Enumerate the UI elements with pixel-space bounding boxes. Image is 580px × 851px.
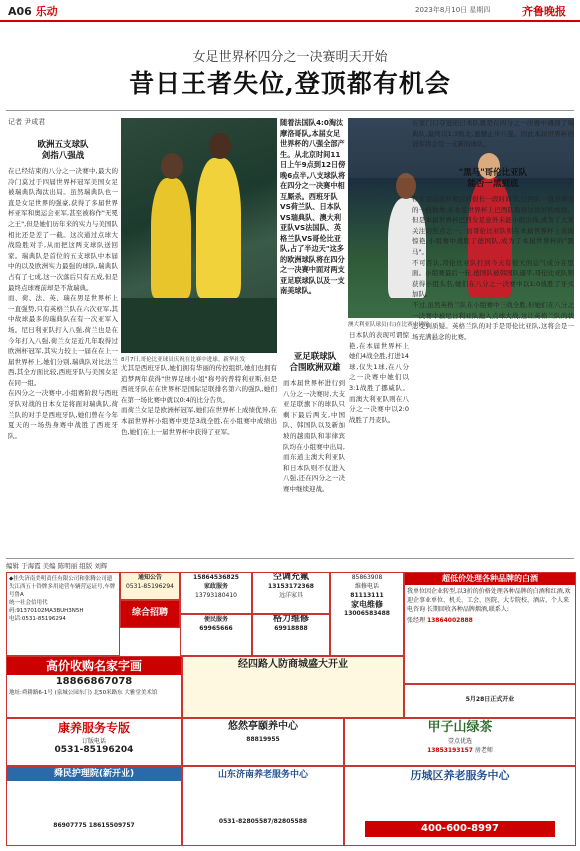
paragraph: 在女足运动开展后的很长一段时间里,巴西队一直是南美的一枝独秀,在女足世界杯上巴西队取得过很好的成绩。但是本届世界杯巴西女足意外未能小组出线,成为了大家关注的焦点之一。而哥伦比亚队则在本届世界杯上表现惊艳,小组赛中战胜了德国队,成为了本届世界杯的"黑马"。: [412, 195, 574, 256]
ad-heading: 历城区养老服务中心: [410, 769, 510, 782]
ad-heading: 便民服务: [203, 616, 228, 623]
licheng-elderly-ad: [344, 766, 576, 846]
ad-heading: 舜民护理院(新开业): [7, 767, 181, 781]
ad-phone: 13006583488: [344, 610, 390, 617]
newspaper-logo: 齐鲁晚报: [522, 5, 566, 18]
column-3-text: [283, 378, 345, 552]
column-4b-text: [412, 194, 574, 552]
paragraph: 不可否认,哥伦比亚队打到今天有很大的运气成分在里面。小组赛最后一轮,德国队被韩国队逼平,哥伦比亚队则获得小组头名,她们在八分之一决赛中以1:0战胜了牙买加队。: [412, 258, 574, 299]
ad-contact: 张经理: [407, 617, 426, 624]
column-1-text: [8, 166, 118, 552]
ad-heading: 综合招聘: [131, 608, 168, 618]
paragraph: 而本届世界杯进行到八分之一决赛时,大支亚足联旗下的球队只剩下最后两支,中国队、韩国队以及新加坡的越南队和菲律宾队均在小组赛中出局,而东道主澳大利亚队和日本队则不仅进入八强,还在四分之一决赛中继续迎战。: [283, 379, 345, 493]
ad-phone: 69918888: [274, 625, 308, 632]
liquor-ad: [404, 572, 576, 684]
photo-caption: 澳大利亚队球员(右)在比赛中拼抢。: [348, 322, 435, 328]
column-3b-text: [349, 330, 409, 552]
ad-heading: 格力维修: [272, 614, 309, 624]
ad-heading: 维修电话: [354, 583, 379, 590]
ad-heading: 山东济南养老服务中心: [217, 770, 308, 780]
ad-phone: 400-600-8997: [365, 821, 555, 837]
ad-phone: 13793180410: [195, 592, 237, 599]
ad-phone: 0531-85196204: [54, 745, 134, 755]
ad-address: 地址:舜耕路6-1号 (泉城公园东门) 北50米路东 大雅堂美术馆: [9, 690, 158, 696]
tong-ad: [120, 572, 180, 600]
ad-heading: 家电维修: [351, 600, 383, 609]
ad-phone: 13153172368: [268, 583, 314, 590]
paragraph: 在已经结束的八分之一决赛中,最大的冷门莫过于四届世界杯冠军美国女足被瑞典队淘汰出局。虽然瑞典队也一直是女足世界的强豪,获得了多届世界杯亚军和奥运会亚军,甚至被称作"无冕之王",但是她们历年来的实力与美国队相比还是差了一截。这次通过点球大战险胜对手,从而把这两支球队送回家。瑞典队是首位的五支球队中本届中的以及欧洲实力最强的球队,瑞典队占有了七成,这一次落后只有五成,但是最终点球赛前却是不敌瑞典。: [8, 167, 118, 292]
ad-phone: 0531-82805587/82805588: [218, 818, 308, 825]
ad-heading: 远洋家具: [278, 592, 303, 599]
ad-phone: 69965666: [199, 625, 233, 632]
match-photo-colombia: [121, 118, 277, 353]
bianmin-ad: [180, 614, 252, 656]
ad-phone: 88819955: [246, 736, 280, 743]
job-ad: [180, 572, 252, 614]
gree-ad: [252, 614, 330, 656]
paragraph: 而、荷、法、英、瑞在男足世界杯上一直强势,只有英格兰队在六次亚军,其中故球最多的瑞典队在有一次亚军入场。尼日利亚队打入八强,荷兰也是在今年打入八强,荷兰女足近几年取得过欧洲杯冠军,其实力较上一届在在上一届世界杯上,她们分别,瑞典队对比法兰西,其全方面比较,西班牙队与美国女足在同一组。: [8, 294, 118, 387]
paragraph: 在家门口夺冠的日本队就是在四分之一决赛中遇到了瑞典队,最终以1:3败北,遗憾止步八强。因此本届世界杯的冠军将会是一支新的球队。: [412, 119, 574, 149]
ad-heading: 甲子山绿茶: [427, 720, 493, 735]
byline: 记者 尹成君: [8, 118, 46, 126]
ad-heading: 经四路人防商城盛大开业: [238, 659, 348, 670]
paragraph: 尤其是西班牙队,她们拥有华丽的传控组织,她们也拥有追梦两年获得"世界足球小姐"称号的普特利亚斯,但是西班牙队在在世界杯是国际足联排名第六的强队,她们在第一场比赛中就以0:4的比分告负。: [121, 364, 277, 404]
tea-ad: [344, 718, 576, 766]
column-4-text: [412, 118, 574, 168]
article-subtitle: 女足世界杯四分之一决赛明天开始: [192, 50, 388, 65]
zhaopin-ad: [120, 600, 180, 628]
ad-phone: 15864536825: [193, 574, 239, 581]
ad-heading: 康养服务专版: [57, 721, 130, 735]
ad-phone: 81113111: [350, 592, 384, 599]
paragraph: 不过,虽然英格兰队在小组赛中三战全胜,但她们在八分之一决赛中被尼日利亚队拖入点球大战,这让英格兰队的状态受到质疑。英格兰队的对手是哥伦比亚队,这将会是一场充满悬念的比赛。: [412, 300, 574, 341]
ad-phone: 13853193157: [427, 747, 473, 754]
page-header: [0, 0, 580, 22]
section-heading-europe: 欧洲五支球队 剑指八强战: [37, 140, 89, 161]
repair-ad: [330, 572, 404, 656]
ad-heading: 家政服务: [203, 583, 228, 590]
column-2-text: [121, 363, 277, 553]
paragraph: 在四分之一决赛中,小组赛阶段与西班牙队对战的日本女足将面对瑞典队,荷兰队的对手是西班牙队,她们曾在今年夏天的一场热身赛中战胜了西班牙队。: [8, 389, 118, 440]
article-lead: 随着法国队4:0淘汰摩洛哥队,本届女足世界杯的八强全部产生。从北京时间11日上午9点到12日傍晚6点半,八支球队将在四分之一决赛中相互厮杀。西班牙队VS荷兰队、日本队VS瑞典队、澳大利亚队VS法国队、英格兰队VS哥伦比亚队,占了半边天"这多的欧洲球队将在四分之一决赛中面对两支亚足联球队以及一支南美球队。: [280, 118, 346, 295]
youran-ad: [182, 718, 344, 766]
ad-subheading: 壹点优选: [447, 738, 472, 745]
civil-defense-ad: [182, 656, 404, 718]
shunmin-ad: [6, 766, 182, 846]
opening-ad: [404, 684, 576, 718]
ad-heading: 空调充氟: [272, 572, 309, 582]
ad-subheading: 订版电话: [81, 738, 106, 745]
ad-phone: 0531-85196294: [126, 583, 174, 590]
ad-phone: 86907775 18615509757: [53, 822, 135, 829]
ad-heading: 悠然亭颐养中心: [228, 721, 298, 732]
ad-heading: 5月28日正式开业: [465, 696, 515, 703]
issue-date: 2023年8月10日 星期四: [415, 6, 491, 14]
notice-ad: [6, 572, 120, 656]
ad-phone: 85863908: [351, 574, 383, 581]
ad-heading: 通知公告: [137, 574, 162, 581]
ad-contact: 房老师: [474, 747, 493, 754]
photo-caption: 8月7日,哥伦比亚球员庆祝在比赛中进球。新华社发: [121, 357, 246, 363]
notice-text: ◆挂失济南美明责任有限公司和张腾公司遗失江西五十铃牌多用途营车辆营运证号,车牌号鲁A 统一社会信用代码:91370102MA3BUH3N5H 电话:0531-85196294: [9, 576, 116, 622]
ad-heading: 超低价处理各种品牌的白酒: [405, 573, 575, 585]
ad-phone: 18866867078: [55, 676, 133, 687]
title-divider: [6, 110, 574, 111]
editor-credits: 编辑 于海霞 美编 陈明丽 组版 刘辉: [6, 558, 574, 570]
ad-text: 我单位因企业转型,以3折的价格处理各种品牌的白酒和红酒,欢迎企事业单位、机关、工会、医院、大专院校、酒店、个人来电咨询 长期回收各种品牌烟酒,联系人:: [407, 588, 571, 613]
kangyang-ad: [6, 718, 182, 766]
section-name: 乐动: [35, 5, 58, 18]
article-title: 昔日王者失位,登顶都有机会: [129, 69, 451, 98]
paragraph: 而荷兰女足是欧洲杯冠军,她们在世界杯上成绩优异,在本届世界杯小组赛中更是3战全胜,在小组赛中成绩出色,她们在上一届世界杯中获得了亚军。: [121, 406, 277, 436]
kongtiao-ad: [252, 572, 330, 614]
ad-heading: 高价收购名家字画: [7, 657, 181, 675]
page-number: A06 乐动: [8, 5, 58, 18]
ad-phone: 13864002888: [426, 617, 473, 624]
calligraphy-ad: [6, 656, 182, 718]
paragraph: 日本队的表现可谓惊艳,在本届世界杯上她们4战全胜,打进14球,仅失1球,在八分之一决赛中她们以3:1战胜了挪威队。而澳大利亚队则在八分之一决赛中以2:0战胜了丹麦队。: [349, 331, 409, 424]
shandong-elderly-ad: [182, 766, 344, 846]
section-heading-colombia: "黑马"哥伦比亚队 能否一黑到底: [458, 168, 528, 189]
section-heading-asia: 亚足联球队 合围欧洲双雄: [289, 352, 341, 373]
